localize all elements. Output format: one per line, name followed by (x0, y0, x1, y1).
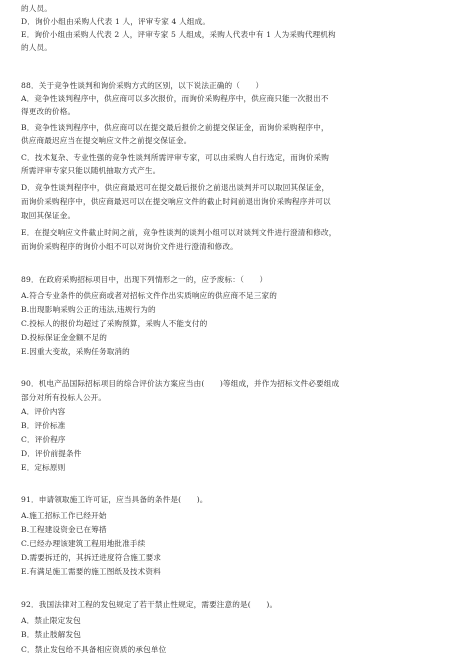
text-line: E．定标原则 (21, 463, 66, 472)
text-line: 91．申请领取施工许可证，应当具备的条件是( )。 (21, 495, 208, 504)
text-line: D．询价小组由采购人代表 1 人，评审专家 4 人组成。 (21, 17, 211, 26)
text-line: E.因重大变故，采购任务取消的 (21, 347, 130, 356)
text-line: 的人员。 (21, 43, 52, 52)
text-line: 92．我国法律对工程的发包规定了若干禁止性规定，需要注意的是( )。 (21, 600, 278, 609)
text-line: 得更改的价格。 (21, 107, 76, 116)
text-line: 部分对所有投标人公开。 (21, 393, 107, 402)
text-line: B．评价标准 (21, 421, 66, 430)
text-line: D．竞争性谈判程序中，供应商最迟可在提交最后报价之前退出谈判并可以取回其保证金， (21, 183, 330, 192)
text-line: A．禁止限定发包 (21, 616, 81, 625)
text-line: B.出现影响采购公正的违法,违规行为的 (21, 305, 156, 314)
text-line: A．评价内容 (21, 407, 66, 416)
text-line: E．询价小组由采购人代表 2 人，评审专家 5 人组成，采购人代表中有 1 人为采购代理机构 (21, 30, 336, 39)
text-line: B．竞争性谈判程序中，供应商可以在提交最后报价之前提交保证金，而询价采购程序中， (21, 123, 329, 132)
text-line: D.投标保证金金额不足的 (21, 333, 107, 342)
text-line: A.施工招标工作已经开始 (21, 511, 107, 520)
text-line: 取回其保证金。 (21, 211, 76, 220)
text-line: B．禁止肢解发包 (21, 630, 81, 639)
text-line: A.符合专业条件的供应商或者对招标文件作出实质响应的供应商不足三家的 (21, 291, 277, 300)
text-line: 的人员。 (21, 4, 52, 13)
text-line: C．评价程序 (21, 435, 66, 444)
text-line: 所需评审专家只能以随机抽取方式产生。 (21, 166, 161, 175)
text-line: 而询价采购程序中，供应商最迟可以在提交响应文件的截止时间前退出询价采购程序并可以 (21, 197, 331, 206)
text-line: D.需要拆迁的，其拆迁进度符合施工要求 (21, 553, 162, 562)
text-line: 而询价采购程序的询价小组不可以对询价文件进行澄清和修改。 (21, 242, 238, 251)
text-line: A．竞争性谈判程序中，供应商可以多次报价，而询价采购程序中，供应商只能一次报出不 (21, 94, 329, 103)
text-line: 88．关于竞争性谈判和询价采购方式的区别，以下说法正确的（ ） (21, 81, 264, 90)
text-line: C.已经办理该建筑工程用地批准手续 (21, 539, 146, 548)
text-line: 供应商最迟应当在提交响应文件之前提交保证金。 (21, 136, 192, 145)
text-line: C.投标人的报价均超过了采购预算，采购人不能支付的 (21, 319, 208, 328)
text-line: B.工程建设资金已在筹措 (21, 525, 107, 534)
text-line: 90．机电产品国际招标项目的综合评价法方案应当由( )等组成，并作为招标文件必要组成 (21, 379, 340, 388)
text-line: 89．在政府采购招标项目中，出现下列情形之一的，应予废标：（ ） (21, 275, 268, 284)
text-line: C．禁止发包给不具备相应资质的承包单位 (21, 645, 167, 654)
text-line: C．技术复杂、专业性强的竞争性谈判所需评审专家，可以由采购人自行选定，而询价采购 (21, 153, 329, 162)
text-line: E.有满足施工需要的施工图纸及技术资料 (21, 567, 161, 576)
text-line: E．在提交响应文件截止时间之前，竞争性谈判的谈判小组可以对谈判文件进行澄清和修改， (21, 228, 337, 237)
text-line: D．评价前提条件 (21, 449, 82, 458)
